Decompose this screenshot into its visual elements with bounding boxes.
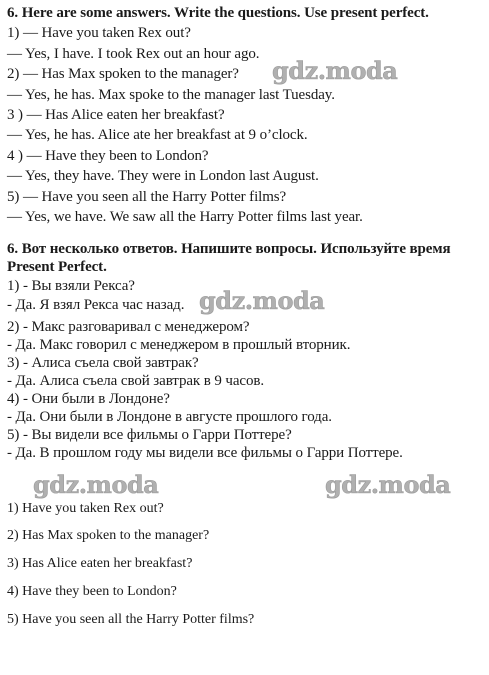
answer-1: 1) Have you taken Rex out? [7, 501, 164, 516]
ru-line-8: - Да. Они были в Лондоне в августе прошлого года. [7, 409, 332, 425]
en-line-4: — Yes, he has. Max spoke to the manager last Tuesday. [7, 87, 335, 103]
watermark-logo: gdz.moda [272, 56, 398, 85]
en-line-2: — Yes, I have. I took Rex out an hour ago. [7, 46, 260, 62]
en-line-10: — Yes, we have. We saw all the Harry Potter films last year. [7, 209, 363, 225]
exercise-heading-ru-2: Present Perfect. [7, 259, 107, 275]
ru-line-9: 5) - Вы видели все фильмы о Гарри Поттере? [7, 427, 292, 443]
ru-line-1: 1) - Вы взяли Рекса? [7, 278, 135, 294]
ru-line-10: - Да. В прошлом году мы видели все фильмы о Гарри Поттере. [7, 445, 403, 461]
ru-line-3: 2) - Макс разговаривал с менеджером? [7, 319, 250, 335]
watermark-logo: gdz.moda [33, 470, 159, 499]
ru-line-6: - Да. Алиса съела свой завтрак в 9 часов. [7, 373, 265, 389]
en-line-6: — Yes, he has. Alice ate her breakfast at 9 o’clock. [7, 127, 308, 143]
answer-2: 2) Has Max spoken to the manager? [7, 528, 210, 543]
answer-3: 3) Has Alice eaten her breakfast? [7, 556, 193, 571]
exercise-heading-en: 6. Here are some answers. Write the questions. Use present perfect. [7, 5, 429, 21]
en-line-7: 4 ) — Have they been to London? [7, 148, 209, 164]
answer-4: 4) Have they been to London? [7, 584, 177, 599]
en-line-8: — Yes, they have. They were in London last August. [7, 168, 319, 184]
ru-line-4: - Да. Макс говорил с менеджером в прошлый вторник. [7, 337, 351, 353]
ru-line-7: 4) - Они были в Лондоне? [7, 391, 170, 407]
ru-line-2: - Да. Я взял Рекса час назад. [7, 297, 185, 313]
en-line-1: 1) — Have you taken Rex out? [7, 25, 191, 41]
ru-line-5: 3) - Алиса съела свой завтрак? [7, 355, 199, 371]
en-line-9: 5) — Have you seen all the Harry Potter films? [7, 189, 287, 205]
en-line-5: 3 ) — Has Alice eaten her breakfast? [7, 107, 225, 123]
answer-5: 5) Have you seen all the Harry Potter films? [7, 612, 255, 627]
exercise-heading-ru: 6. Вот несколько ответов. Напишите вопросы. Используйте время [7, 241, 451, 257]
en-line-3: 2) — Has Max spoken to the manager? [7, 66, 239, 82]
watermark-logo: gdz.moda [199, 286, 325, 315]
watermark-logo: gdz.moda [325, 470, 451, 499]
